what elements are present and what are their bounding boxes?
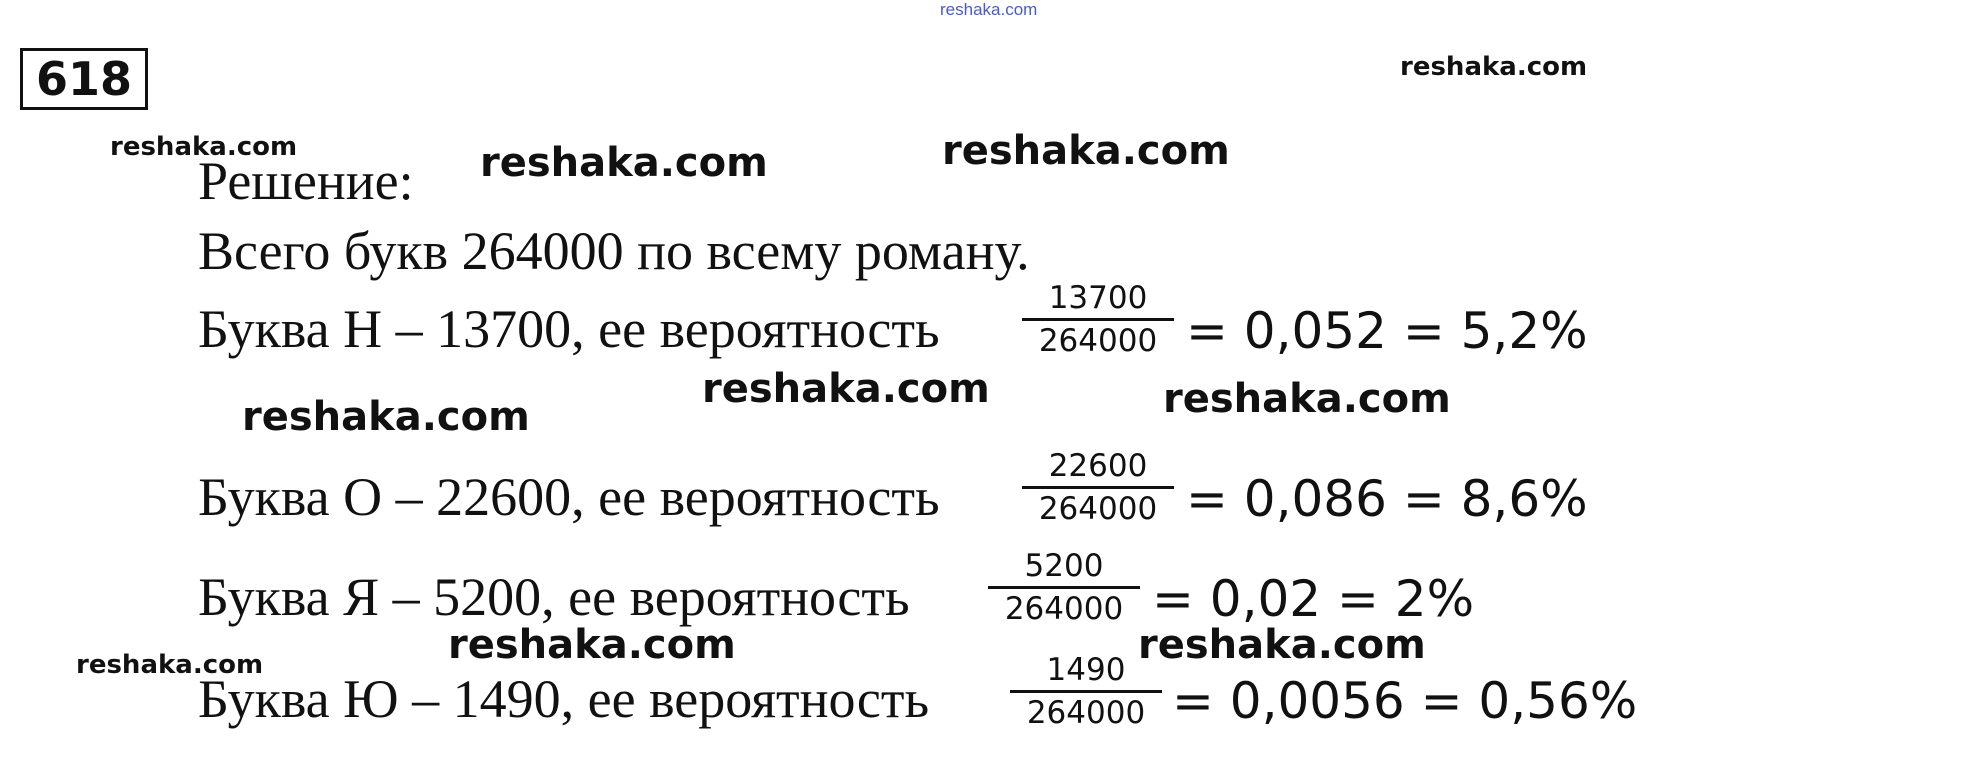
watermark: reshaka.com [242,394,530,440]
watermark: reshaka.com [702,366,990,412]
fraction-bar [988,586,1140,589]
probability-fraction [1022,448,1174,527]
probability-result: = 0,02 = 2% [1152,570,1475,628]
problem-number-box: 618 [20,48,148,110]
letter-line-prefix: Буква О – 22600, ее вероятность [198,467,940,527]
probability-fraction [988,548,1140,627]
fraction-denominator: 264000 [1004,591,1124,627]
watermark: reshaka.com [1163,376,1451,422]
watermark: reshaka.com [76,650,264,680]
letter-line-prefix: Буква Ю – 1490, ее вероятность [198,669,930,729]
fraction-denominator: 264000 [1026,695,1146,731]
letter-line-prefix: Буква Н – 13700, ее вероятность [198,299,940,359]
fraction-denominator: 264000 [1038,323,1158,359]
fraction-bar [1022,486,1174,489]
solution-heading: Решение: [198,151,414,211]
fraction-denominator: 264000 [1038,491,1158,527]
fraction-numerator: 1490 [1046,652,1126,688]
total-letters-line: Всего букв 264000 по всему роману. [198,221,1030,281]
probability-fraction [1022,280,1174,359]
fraction-bar [1010,690,1162,693]
watermark: reshaka.com [1138,622,1426,668]
site-watermark-top: reshaka.com [940,0,1038,19]
watermark: reshaka.com [480,140,768,186]
probability-fraction [1010,652,1162,731]
fraction-numerator: 13700 [1048,280,1148,316]
fraction-numerator: 5200 [1024,548,1104,584]
watermark: reshaka.com [1400,52,1588,82]
watermark: reshaka.com [942,128,1230,174]
watermark: reshaka.com [448,622,736,668]
fraction-numerator: 22600 [1048,448,1148,484]
fraction-bar [1022,318,1174,321]
probability-result: = 0,0056 = 0,56% [1172,672,1638,730]
probability-result: = 0,086 = 8,6% [1186,470,1588,528]
probability-result: = 0,052 = 5,2% [1186,302,1588,360]
letter-line-prefix: Буква Я – 5200, ее вероятность [198,567,910,627]
watermark: reshaka.com [110,132,298,162]
